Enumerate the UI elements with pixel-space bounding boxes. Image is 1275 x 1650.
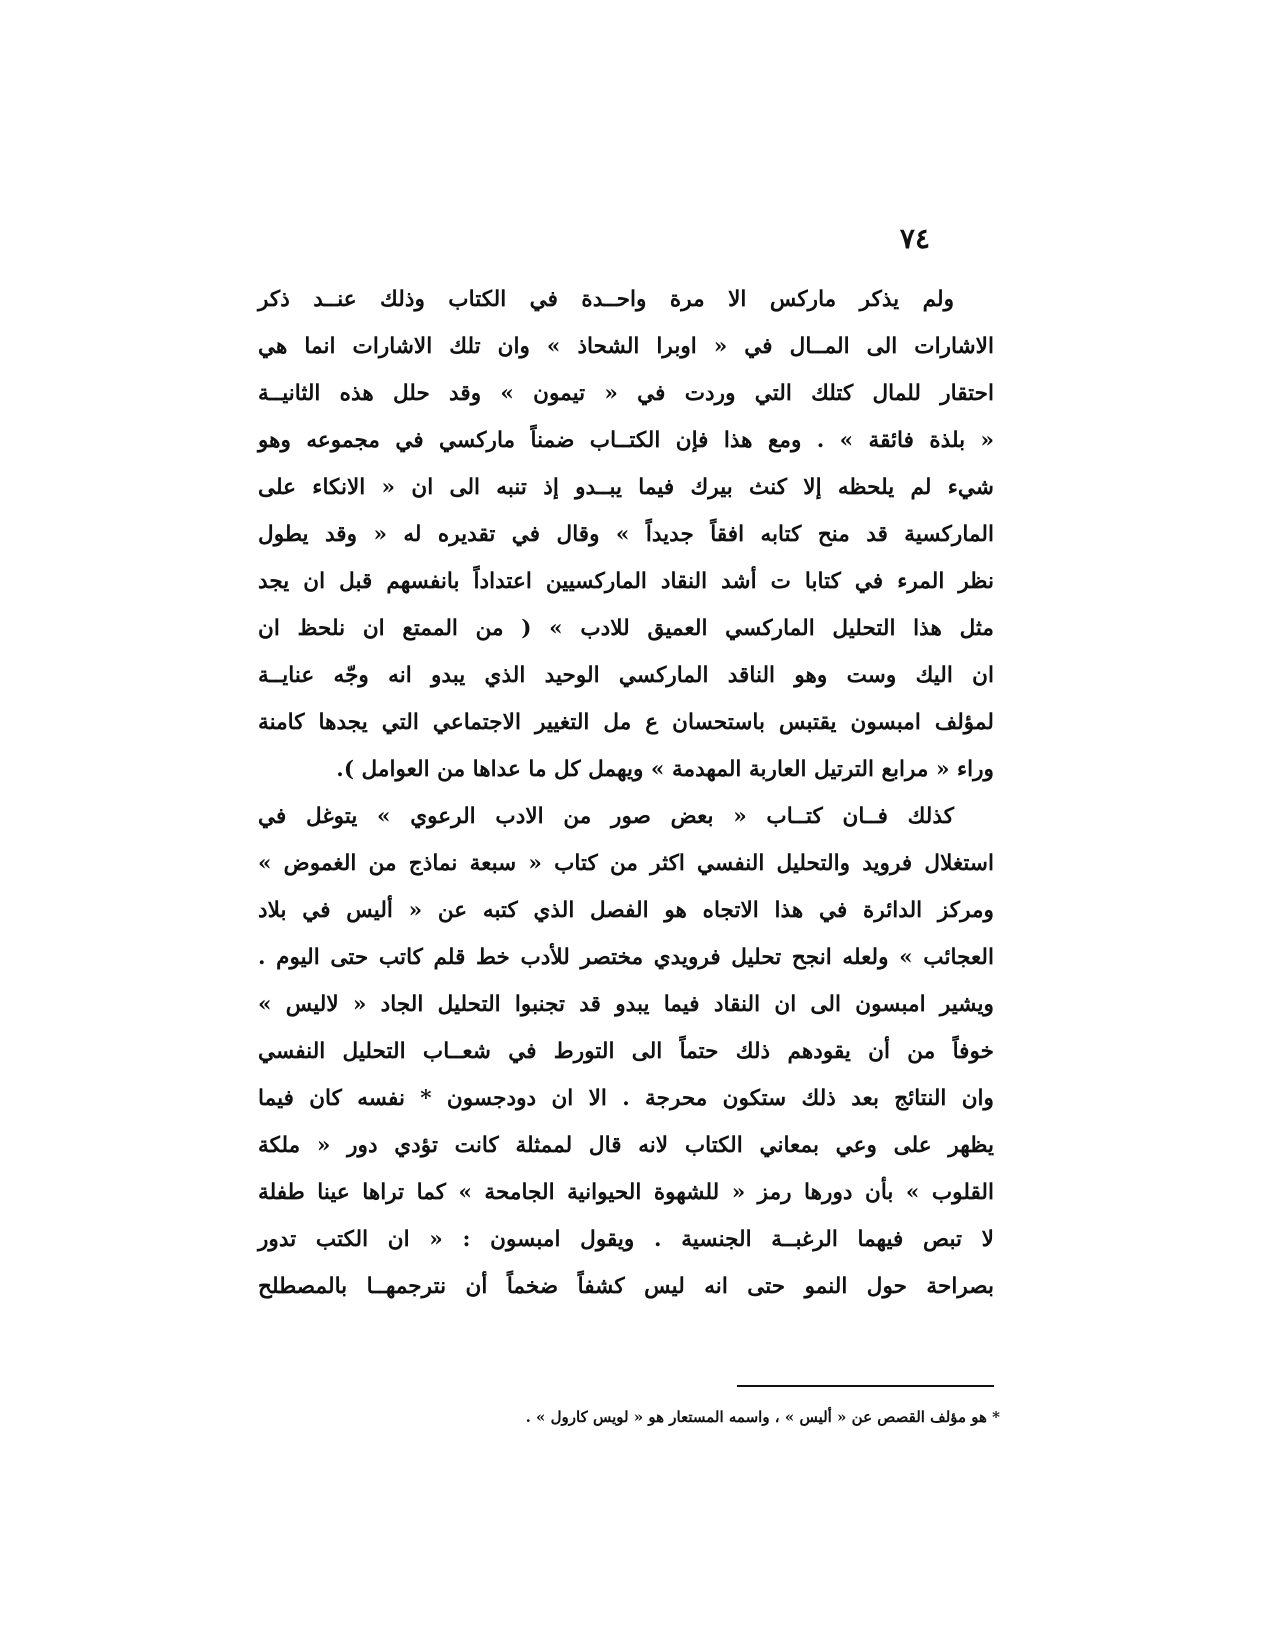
text-line: الماركسية قد منح كتابه افقاً جديداً » وقال في تقديره له « وقد يطول [258,522,994,547]
text-line: العجائب » ولعله انجح تحليل فرويدي مختصر للأدب خط قلم كاتب حتى اليوم . [258,945,994,970]
page-number: ٧٤ [899,222,930,255]
text-line: وراء « مرابع الترتيل العاربة المهدمة » ويهمل كل ما عداها من العوامل ). [336,757,994,782]
text-line: كذلك فــان كتــاب « بعض صور من الادب الرعوي » يتوغل في [258,804,954,829]
body-text [258,276,994,1310]
text-line: لمؤلف امبسون يقتبس باستحسان ع مل التغيير الاجتماعي التي يجدها كامنة [258,710,994,735]
text-line: نظر المرء في كتابا ت أشد النقاد الماركسيين اعتداداً بانفسهم قبل ان يجد [258,569,994,594]
text-line: وان النتائج بعد ذلك ستكون محرجة . الا ان دودجسون * نفسه كان فيما [258,1086,994,1111]
text-line: لا تبص فيهما الرغبــة الجنسية . ويقول امبسون : « ان الكتب تدور [258,1227,994,1252]
footnote: * هو مؤلف القصص عن « أليس » ، واسمه المستعار هو « لويس كارول » . [525,1408,1000,1426]
text-line: القلوب » بأن دورها رمز « للشهوة الحيوانية الجامحة » كما تراها عينا طفلة [258,1180,994,1205]
text-line: الاشارات الى المــال في « اوبرا الشحاذ » وان تلك الاشارات انما هي [258,334,994,359]
text-line: ومركز الدائرة في هذا الاتجاه هو الفصل الذي كتبه عن « أليس في بلاد [258,898,994,923]
text-line: احتقار للمال كتلك التي وردت في « تيمون » وقد حلل هذه الثانيــة [258,381,994,406]
text-line: خوفاً من أن يقودهم ذلك حتماً الى التورط في شعــاب التحليل النفسي [258,1039,994,1064]
text-line: « بلذة فائقة » . ومع هذا فإن الكتــاب ضمناً ماركسي في مجموعه وهو [258,428,994,453]
text-line: مثل هذا التحليل الماركسي العميق للادب » ( من الممتع ان نلحظ ان [258,616,994,641]
text-line: استغلال فرويد والتحليل النفسي اكثر من كتاب « سبعة نماذج من الغموض » [258,851,994,876]
text-line: يظهر على وعي بمعاني الكتاب لانه قال لممثلة كانت تؤدي دور « ملكة [258,1133,994,1158]
text-line: ان اليك وست وهو الناقد الماركسي الوحيد الذي يبدو انه وجّه عنايــة [258,663,994,688]
text-line: ويشير امبسون الى ان النقاد فيما يبدو قد تجنبوا التحليل الجاد « لاليس » [258,992,994,1017]
text-line: بصراحة حول النمو حتى انه ليس كشفاً ضخماً أن نترجمهــا بالمصطلح [258,1274,994,1299]
footnote-divider [737,1385,994,1387]
text-line: شيء لم يلحظه إلا كنث بيرك فيما يبــدو إذ تنبه الى ان « الانكاء على [258,475,994,500]
text-line: ولم يذكر ماركس الا مرة واحــدة في الكتاب وذلك عنــد ذكر [258,287,954,312]
